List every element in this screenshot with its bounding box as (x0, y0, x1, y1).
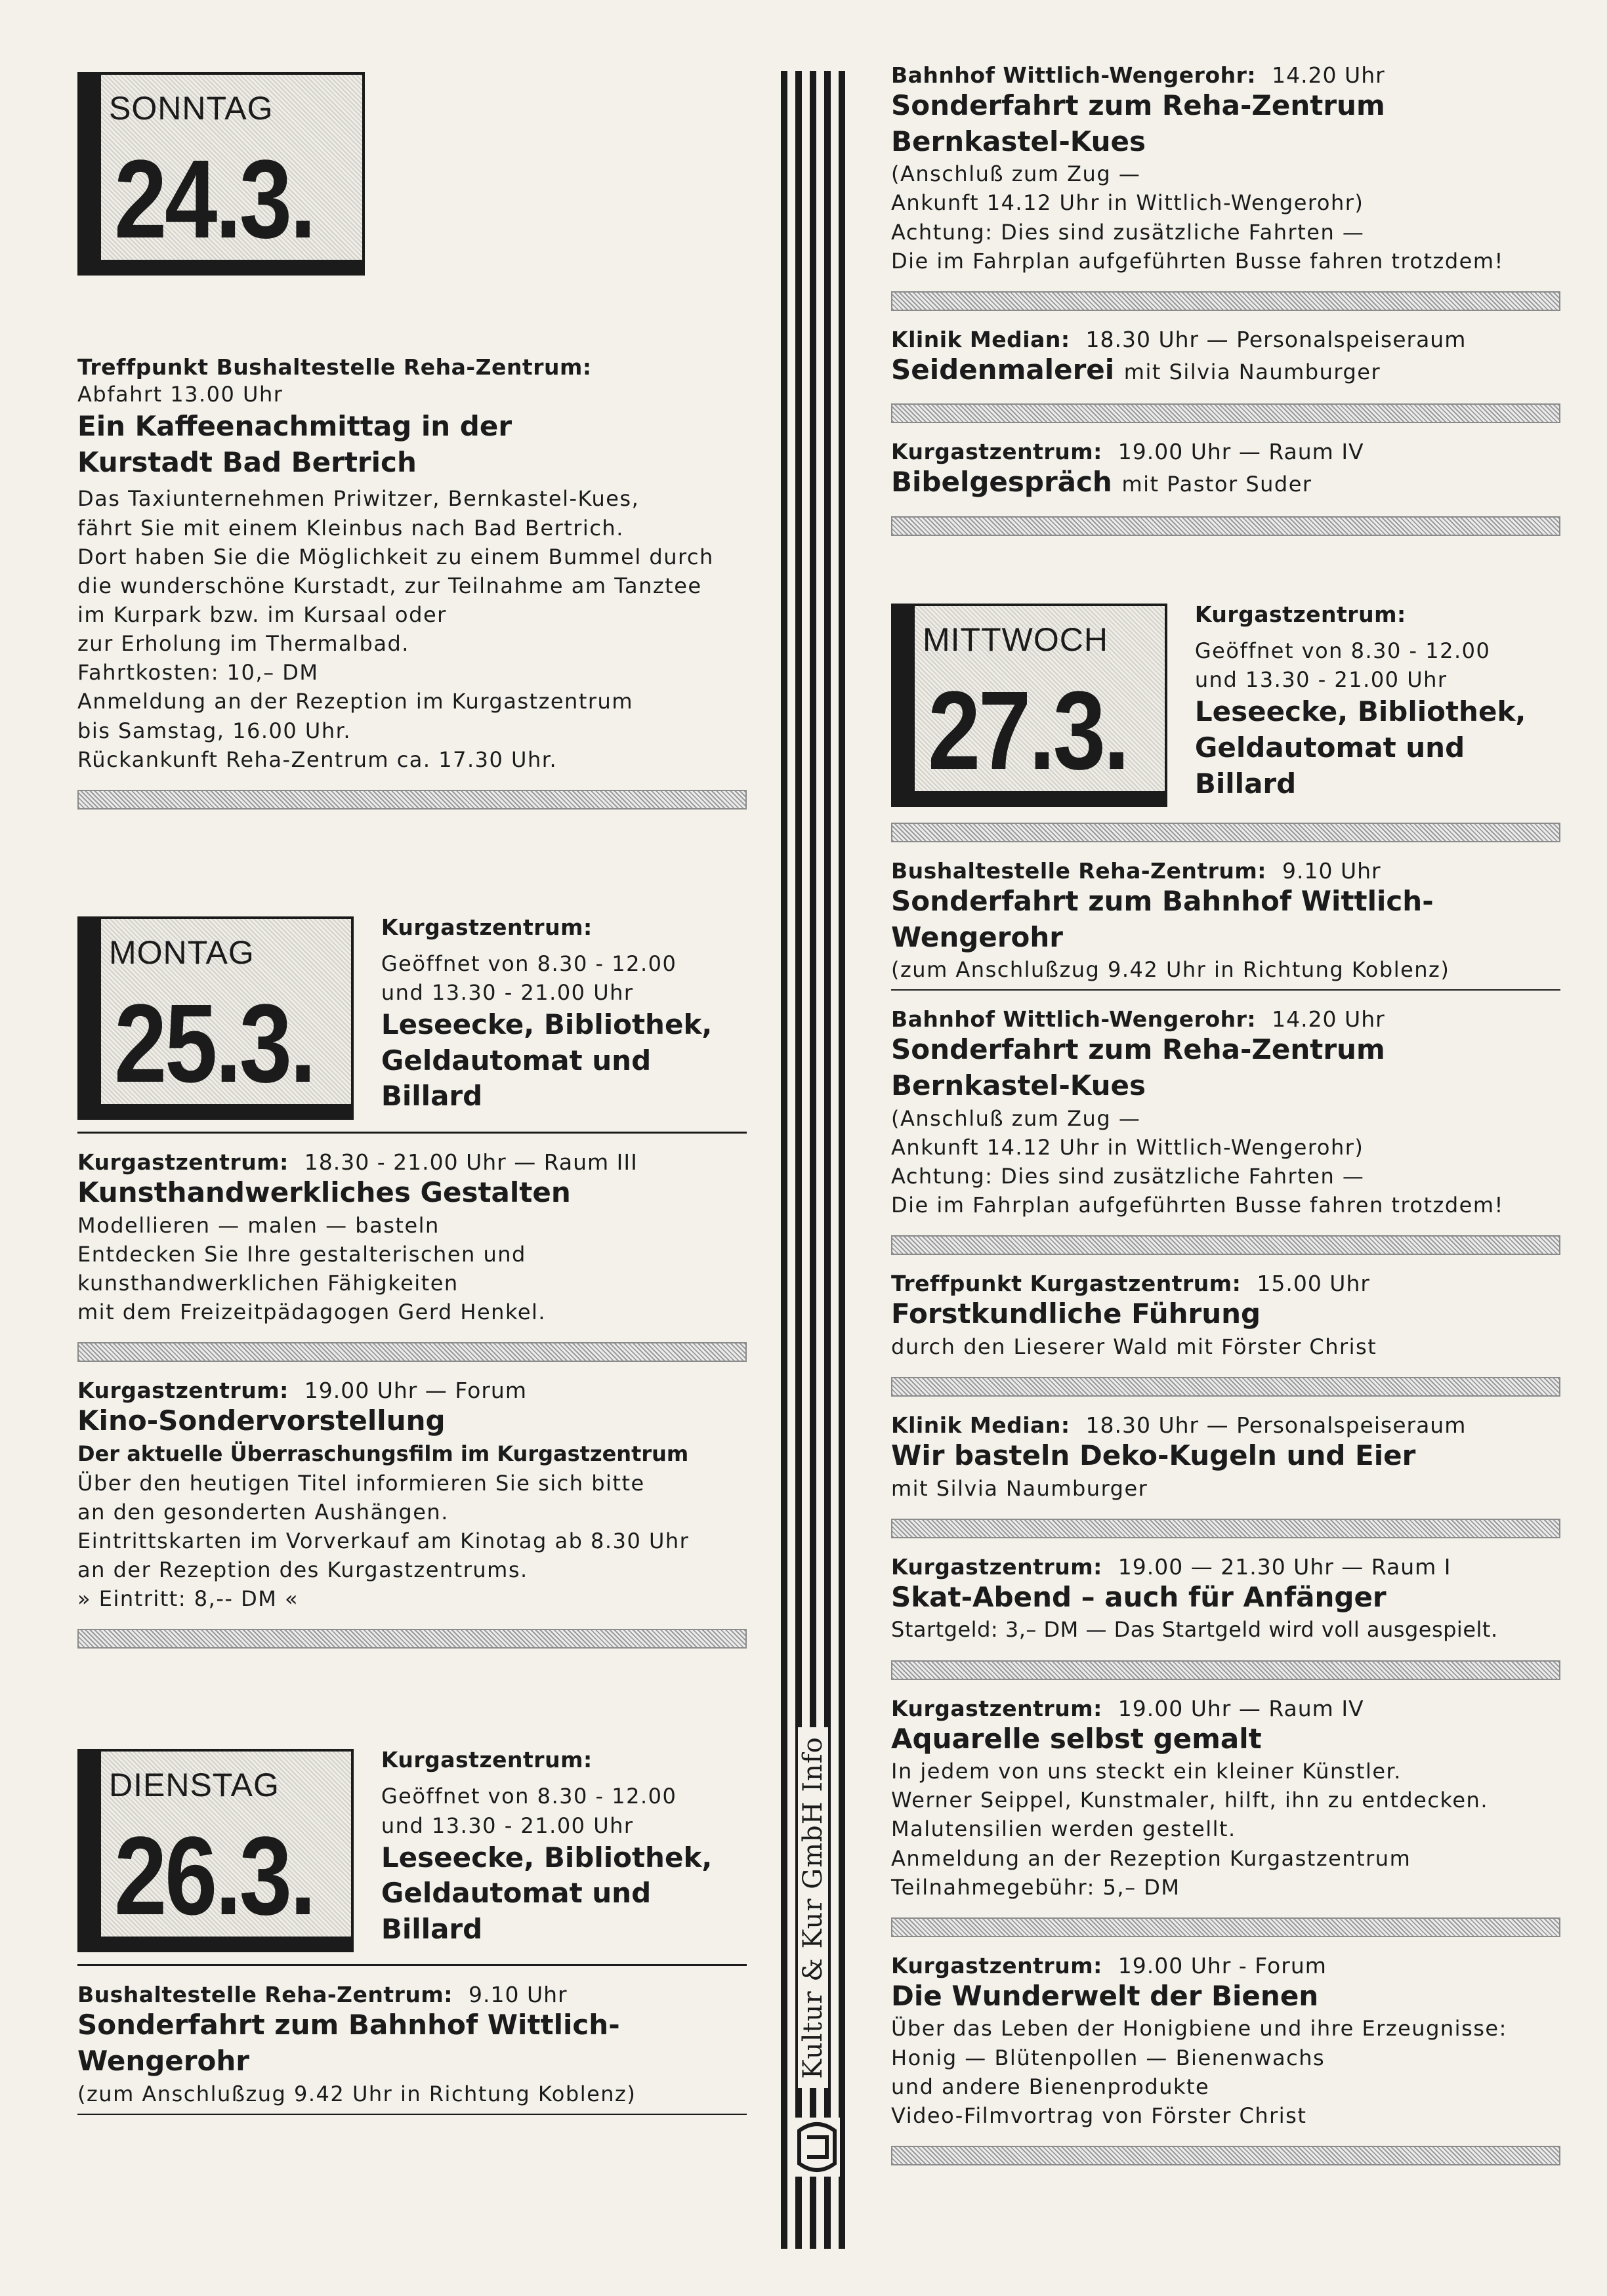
event-location: Bahnhof Wittlich-Wengerohr: (891, 62, 1257, 88)
publisher-label: Kultur & Kur GmbH Info (798, 1727, 828, 2088)
weekday-label: SONNTAG (109, 90, 274, 127)
event-line: die wunderschöne Kurstadt, zur Teilnahme am Tanztee (77, 573, 702, 598)
right-column (891, 62, 1560, 2165)
event-line: Ankunft 14.12 Uhr in Wittlich-Wengerohr) (891, 190, 1364, 216)
event-location: Kurgastzentrum: (77, 1378, 289, 1404)
opening-hours (1195, 602, 1560, 807)
separator (77, 790, 747, 810)
date-number: 25.3. (114, 981, 314, 1106)
day-header-montag (77, 914, 747, 1120)
event-line: bis Samstag, 16.00 Uhr. (77, 718, 351, 743)
separator (891, 516, 1560, 536)
event-time: 19.00 — 21.30 Uhr — Raum I (1117, 1553, 1451, 1580)
event-time: 18.30 Uhr — Personalspeiseraum (1085, 1412, 1467, 1438)
event-line: und andere Bienenprodukte (891, 2074, 1210, 2099)
event-title: Wir basteln Deko-Kugeln und Eier (891, 1439, 1416, 1471)
event-location: Kurgastzentrum: (891, 1952, 1102, 1978)
event-mittwoch-5 (891, 1554, 1560, 1645)
event-location: Treffpunkt Kurgastzentrum: (891, 1271, 1242, 1297)
publisher-logo-icon (794, 2118, 840, 2177)
event-time: 14.20 Uhr (1272, 1006, 1385, 1033)
date-box-mittwoch (891, 604, 1167, 807)
separator (891, 1377, 1560, 1397)
event-title: Kino-Sondervorstellung (77, 1404, 446, 1437)
separator (77, 1342, 747, 1362)
separator (891, 291, 1560, 311)
rule (77, 1964, 747, 1966)
event-title: Sonderfahrt zum Bahnhof Wittlich-Wengerohr (77, 2009, 620, 2078)
hours-line: Geöffnet von 8.30 - 12.00 (1194, 638, 1491, 663)
facility-line: Geldautomat und Billard (381, 1044, 652, 1113)
event-location: Bushaltestelle Reha-Zentrum: (77, 1982, 453, 2008)
opening-hours (381, 914, 747, 1120)
rule (77, 2114, 747, 2115)
event-mittwoch-6 (891, 1696, 1560, 1902)
event-title: Die Wunderwelt der Bienen (891, 1979, 1319, 2012)
event-host: mit Silvia Naumburger (1123, 359, 1381, 384)
event-line: Rückankunft Reha-Zentrum ca. 17.30 Uhr. (77, 747, 558, 772)
event-line: Ankunft 14.12 Uhr in Wittlich-Wengerohr) (891, 1134, 1364, 1160)
hours-line: und 13.30 - 21.00 Uhr (1194, 667, 1448, 693)
column-divider (781, 71, 853, 2249)
event-line: an den gesonderten Aushängen. (77, 1499, 449, 1525)
event-title: Sonderfahrt zum Reha-Zentrum Bernkastel-Kues (891, 1033, 1385, 1102)
date-box-sonntag (77, 72, 365, 276)
event-line: Teilnahmegebühr: 5,– DM (891, 1874, 1180, 1900)
event-dienstag-4 (891, 439, 1560, 501)
event-line: Die im Fahrplan aufgeführten Busse fahren trotzdem! (891, 248, 1504, 274)
event-line: Entdecken Sie Ihre gestalterischen und (77, 1241, 526, 1267)
separator (891, 2146, 1560, 2165)
event-title: Ein Kaffeenachmittag in der Kurstadt Bad Bertrich (77, 410, 512, 478)
rule (77, 1132, 747, 1134)
event-line: durch den Lieserer Wald mit Förster Christ (891, 1334, 1377, 1359)
separator (891, 1917, 1560, 1937)
facility-line: Geldautomat und Billard (381, 1877, 652, 1945)
event-line: im Kurpark bzw. im Kursaal oder (77, 602, 447, 627)
event-line: zur Erholung im Thermalbad. (77, 631, 409, 657)
event-line: Achtung: Dies sind zusätzliche Fahrten — (891, 219, 1365, 245)
event-time: 19.00 Uhr — Raum IV (1117, 439, 1364, 465)
event-time: 19.00 Uhr — Forum (304, 1378, 527, 1404)
event-line: Über den heutigen Titel informieren Sie sich bitte (77, 1470, 645, 1496)
event-time: Abfahrt 13.00 Uhr (77, 382, 283, 407)
separator (891, 1235, 1560, 1255)
event-line: (zum Anschlußzug 9.42 Uhr in Richtung Koblenz) (891, 957, 1450, 983)
separator (891, 1519, 1560, 1538)
event-title: Aquarelle selbst gemalt (891, 1722, 1262, 1755)
date-number: 26.3. (114, 1814, 314, 1939)
event-location: Kurgastzentrum: (381, 1747, 593, 1773)
weekday-label: MONTAG (109, 934, 255, 971)
separator (891, 823, 1560, 842)
event-title: Sonderfahrt zum Reha-Zentrum Bernkastel-Kues (891, 89, 1385, 157)
event-time: 19.00 Uhr - Forum (1117, 1952, 1327, 1978)
event-time: 14.20 Uhr (1272, 62, 1385, 88)
separator (891, 403, 1560, 423)
hours-line: und 13.30 - 21.00 Uhr (381, 1813, 634, 1838)
event-montag-1 (77, 1149, 747, 1326)
event-dienstag-3 (891, 327, 1560, 388)
event-mittwoch-1 (891, 858, 1560, 984)
event-location: Kurgastzentrum: (891, 1695, 1102, 1721)
event-mittwoch-3 (891, 1271, 1560, 1361)
event-line: Das Taxiunternehmen Priwitzer, Bernkastel-Kues, (77, 486, 640, 512)
event-location: Bushaltestelle Reha-Zentrum: (891, 858, 1266, 884)
event-dienstag-1 (77, 1982, 747, 2108)
rule (891, 989, 1560, 991)
opening-hours (381, 1747, 747, 1952)
event-line: Anmeldung an der Rezeption im Kurgastzentrum (77, 689, 633, 714)
event-location: Kurgastzentrum: (891, 1553, 1102, 1580)
weekday-label: DIENSTAG (109, 1767, 280, 1804)
event-sonntag-meeting (77, 354, 747, 774)
facility-line: Leseecke, Bibliothek, (1194, 695, 1526, 728)
event-line: Über das Leben der Honigbiene und ihre Erzeugnisse: (891, 2016, 1507, 2041)
day-header-dienstag (77, 1747, 747, 1952)
event-montag-2 (77, 1378, 747, 1613)
event-dienstag-2 (891, 62, 1560, 276)
event-time: 18.30 Uhr — Personalspeiseraum (1085, 326, 1467, 352)
event-title: Skat-Abend – auch für Anfänger (891, 1580, 1387, 1613)
event-subtitle: Der aktuelle Überraschungsfilm im Kurgastzentrum (77, 1441, 689, 1466)
event-mittwoch-4 (891, 1412, 1560, 1503)
event-title: Bibelgespräch (891, 466, 1112, 499)
facility-line: Leseecke, Bibliothek, (381, 1841, 713, 1874)
event-line: (Anschluß zum Zug — (891, 161, 1141, 187)
date-number: 27.3. (928, 668, 1128, 794)
date-box-dienstag (77, 1749, 354, 1952)
event-location: Kurgastzentrum: (381, 914, 593, 940)
event-location: Klinik Median: (891, 1412, 1070, 1438)
event-line: Startgeld: 3,– DM — Das Startgeld wird voll ausgespielt. (891, 1617, 1498, 1643)
event-line: Achtung: Dies sind zusätzliche Fahrten — (891, 1163, 1365, 1189)
event-time: 15.00 Uhr (1257, 1271, 1370, 1297)
event-mittwoch-7 (891, 1953, 1560, 2130)
facility-line: Leseecke, Bibliothek, (381, 1008, 713, 1041)
event-line: kunsthandwerklichen Fähigkeiten (77, 1270, 459, 1296)
event-line: (zum Anschlußzug 9.42 Uhr in Richtung Koblenz) (77, 2081, 637, 2106)
separator (891, 1660, 1560, 1680)
event-time: 9.10 Uhr (1282, 858, 1381, 884)
event-time: 9.10 Uhr (468, 1982, 568, 2008)
event-location: Kurgastzentrum: (891, 439, 1102, 465)
event-mittwoch-2 (891, 1006, 1560, 1220)
event-title: Seidenmalerei (891, 353, 1115, 386)
facility-line: Geldautomat und Billard (1194, 731, 1465, 800)
event-line: fährt Sie mit einem Kleinbus nach Bad Bertrich. (77, 515, 624, 541)
left-column (77, 72, 747, 2115)
event-line: Eintrittskarten im Vorverkauf am Kinotag ab 8.30 Uhr (77, 1528, 690, 1553)
event-title: Sonderfahrt zum Bahnhof Wittlich-Wengerohr (891, 885, 1434, 953)
event-line: Video-Filmvortrag von Förster Christ (891, 2102, 1307, 2128)
event-line: Honig — Blütenpollen — Bienenwachs (891, 2045, 1325, 2070)
event-time: 18.30 - 21.00 Uhr — Raum III (304, 1149, 638, 1175)
event-line: mit Silvia Naumburger (891, 1475, 1148, 1501)
event-line: Werner Seippel, Kunstmaler, hilft, ihn zu entdecken. (891, 1788, 1488, 1813)
weekday-label: MITTWOCH (923, 621, 1108, 659)
event-title: Kunsthandwerkliches Gestalten (77, 1176, 571, 1208)
separator (77, 1629, 747, 1649)
event-time: 19.00 Uhr — Raum IV (1117, 1695, 1364, 1721)
day-header-mittwoch (891, 602, 1560, 807)
event-line: Fahrtkosten: 10,– DM (77, 660, 319, 686)
event-line: an der Rezeption des Kurgastzentrums. (77, 1557, 528, 1583)
event-line: mit dem Freizeitpädagogen Gerd Henkel. (77, 1300, 547, 1325)
event-location: Klinik Median: (891, 326, 1070, 352)
event-line: » Eintritt: 8,-- DM « (77, 1586, 299, 1612)
event-line: (Anschluß zum Zug — (891, 1105, 1141, 1131)
event-line: Dort haben Sie die Möglichkeit zu einem Bummel durch (77, 544, 714, 569)
event-title: Forstkundliche Führung (891, 1298, 1261, 1330)
event-location: Bahnhof Wittlich-Wengerohr: (891, 1006, 1257, 1033)
event-host: mit Pastor Suder (1121, 472, 1312, 497)
event-line: Modellieren — malen — basteln (77, 1212, 440, 1238)
event-line: Anmeldung an der Rezeption Kurgastzentrum (891, 1845, 1411, 1871)
event-location: Kurgastzentrum: (1194, 602, 1406, 627)
hours-line: Geöffnet von 8.30 - 12.00 (381, 951, 677, 976)
event-location: Kurgastzentrum: (77, 1149, 289, 1175)
hours-line: und 13.30 - 21.00 Uhr (381, 980, 634, 1006)
event-line: Die im Fahrplan aufgeführten Busse fahren trotzdem! (891, 1193, 1504, 1218)
event-location: Treffpunkt Bushaltestelle Reha-Zentrum: (77, 354, 592, 380)
date-box-montag (77, 916, 354, 1120)
event-line: In jedem von uns steckt ein kleiner Künstler. (891, 1759, 1402, 1784)
event-line: Malutensilien werden gestellt. (891, 1816, 1236, 1842)
date-number: 24.3. (114, 137, 314, 262)
hours-line: Geöffnet von 8.30 - 12.00 (381, 1784, 677, 1809)
